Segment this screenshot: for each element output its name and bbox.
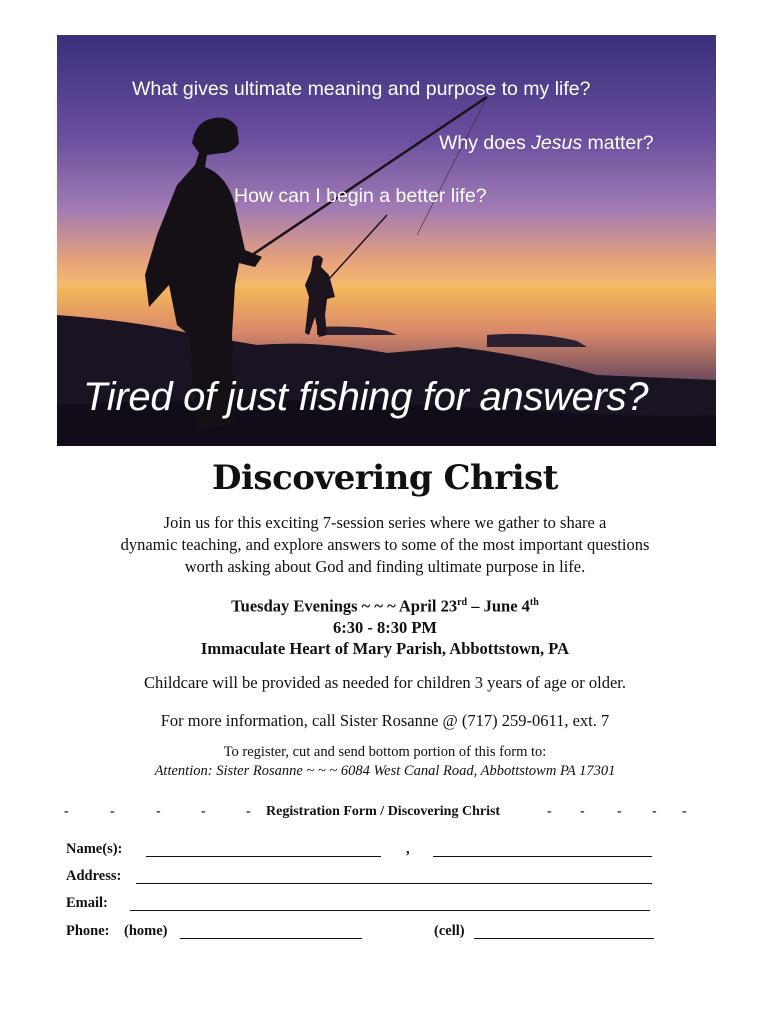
phone-label: Phone:	[66, 923, 110, 939]
cut-dash: -	[246, 804, 251, 819]
question-meaning: What gives ultimate meaning and purpose to my life?	[132, 78, 591, 100]
register-instructions: To register, cut and send bottom portion of this form to:	[223, 744, 547, 760]
names-field-1[interactable]	[146, 856, 381, 857]
cell-label: (cell)	[434, 923, 465, 939]
names-field-2[interactable]	[433, 856, 652, 857]
form-heading: Registration Form / Discovering Christ	[266, 804, 501, 819]
question-jesus: Why does Jesus matter?	[439, 132, 654, 154]
address-field[interactable]	[136, 883, 652, 884]
contact-info: For more information, call Sister Rosanne @ (717) 259-0611, ext. 7	[160, 711, 610, 730]
hero-banner	[57, 35, 716, 446]
mailing-address: Attention: Sister Rosanne ~ ~ ~ 6084 West Canal Road, Abbottstowm PA 17301	[154, 763, 616, 779]
cut-dash: -	[617, 804, 622, 819]
cut-dash: -	[156, 804, 161, 819]
email-field[interactable]	[130, 910, 650, 911]
cut-dash: -	[201, 804, 206, 819]
question-better-life: How can I begin a better life?	[234, 185, 487, 207]
names-label: Name(s):	[66, 841, 123, 857]
cut-dash: -	[580, 804, 585, 819]
page-title: Discovering Christ	[212, 458, 558, 498]
childcare-note: Childcare will be provided as needed for children 3 years of age or older.	[144, 673, 626, 692]
cut-dash: -	[682, 804, 687, 819]
schedule-block	[0, 592, 770, 659]
cut-dash: -	[652, 804, 657, 819]
cut-dash: -	[110, 804, 115, 819]
schedule-time: 6:30 - 8:30 PM	[332, 617, 437, 637]
home-phone-field[interactable]	[180, 938, 362, 939]
email-label: Email:	[66, 895, 108, 911]
hero-tagline: Tired of just fishing for answers?	[83, 375, 649, 419]
cut-dash: -	[64, 804, 69, 819]
cell-phone-field[interactable]	[474, 938, 654, 939]
cut-dash: -	[547, 804, 552, 819]
intro-paragraph: Join us for this exciting 7-session series where we gather to share a dynamic teaching, and explore answers to some of the most important questions worth asking about God and finding ultimate purpose in life.	[120, 513, 650, 576]
home-label: (home)	[124, 923, 168, 939]
names-comma: ,	[406, 841, 410, 857]
schedule-location: Immaculate Heart of Mary Parish, Abbottstown, PA	[200, 638, 570, 658]
address-label: Address:	[66, 868, 122, 884]
schedule-dates: Tuesday Evenings ~ ~ ~ April 23rd – June 4th	[231, 596, 539, 616]
